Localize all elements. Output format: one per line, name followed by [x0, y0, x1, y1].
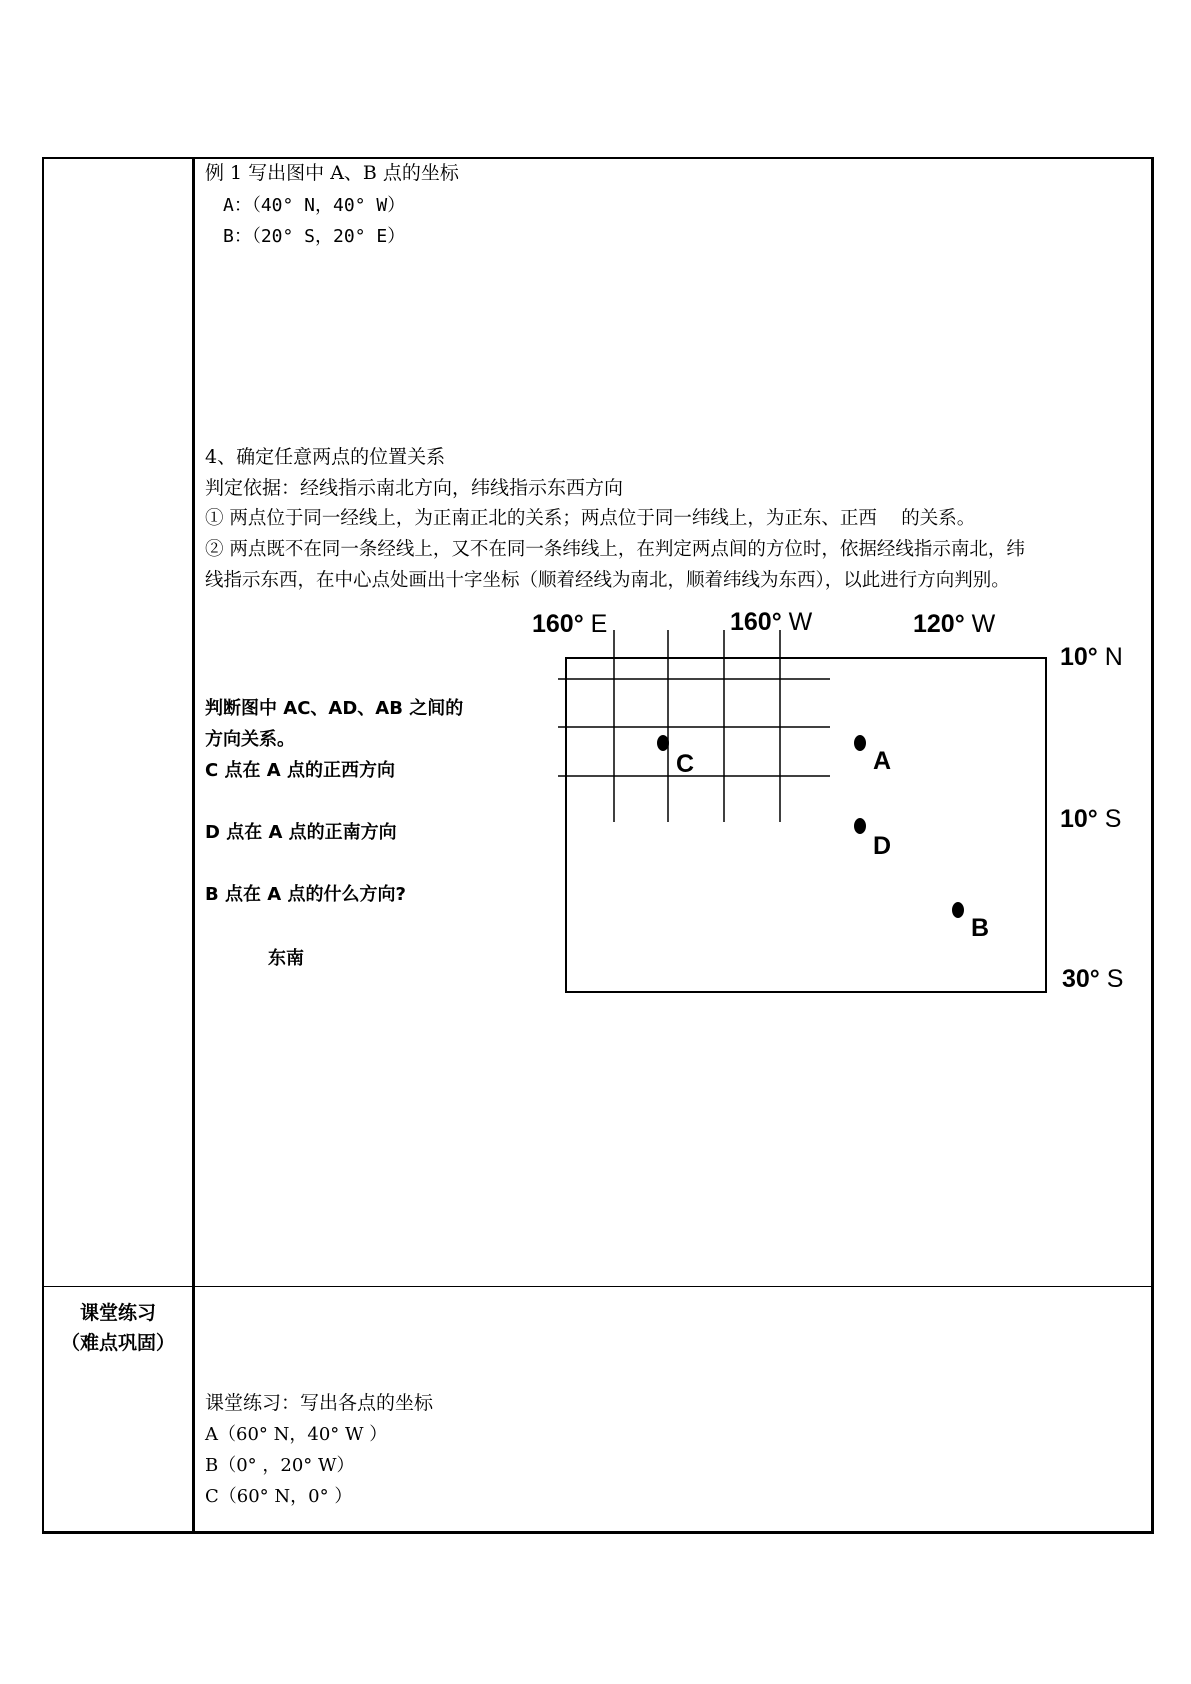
practice-side-subtitle: （难点巩固）	[60, 1332, 175, 1354]
section4-title: 4、确定任意两点的位置关系	[205, 446, 446, 468]
question-line1: 判断图中 AC、AD、AB 之间的	[205, 698, 464, 719]
question-c-answer: C 点在 A 点的正西方向	[205, 760, 395, 781]
example1-title: 例 1 写出图中 A、B 点的坐标	[205, 162, 459, 184]
practice-answer-c: C（60° N，0° ）	[205, 1486, 353, 1507]
example1-answer-b: B：（20° S，20° E）	[223, 226, 406, 247]
point-c-dot	[657, 735, 669, 751]
lat-label-10n: 10° N	[1060, 643, 1123, 671]
section4-rule1: ① 两点位于同一经线上，为正南正北的关系；两点位于同一纬线上，为正东、正西 的关系。	[205, 508, 976, 529]
point-a-label: A	[873, 747, 892, 775]
section4-basis: 判定依据：经线指示南北方向，纬线指示东西方向	[205, 477, 624, 499]
example1-answer-a: A：（40° N，40° W）	[223, 195, 406, 216]
practice-answer-a: A（60° N，40° W ）	[205, 1424, 388, 1445]
question-b-question: B 点在 A 点的什么方向?	[205, 884, 406, 905]
point-c-label: C	[676, 750, 695, 778]
lon-label-120w: 120° W	[913, 610, 996, 638]
point-d-label: D	[873, 832, 892, 860]
lon-label-160e: 160° E	[532, 610, 608, 638]
point-a-dot	[854, 735, 866, 751]
lat-label-10s: 10° S	[1060, 805, 1122, 833]
practice-side-title: 课堂练习	[79, 1302, 156, 1324]
practice-title: 课堂练习：写出各点的坐标	[205, 1392, 434, 1414]
point-b-label: B	[971, 914, 990, 942]
lat-label-30s: 30° S	[1062, 965, 1124, 993]
question-line2: 方向关系。	[205, 729, 295, 750]
lon-label-160w: 160° W	[730, 608, 813, 636]
section4-rule2-line2: 线指示东西，在中心点处画出十字坐标（顺着经线为南北，顺着纬线为东西），以此进行方向判别。	[205, 570, 1010, 591]
practice-answer-b: B（0° ，20° W）	[205, 1455, 355, 1476]
section4-rule2-line1: ② 两点既不在同一条经线上，又不在同一条纬线上，在判定两点间的方位时，依据经线指示南北，纬	[205, 539, 1025, 560]
question-b-answer: 东南	[268, 948, 304, 969]
question-d-answer: D 点在 A 点的正南方向	[205, 822, 397, 843]
point-d-dot	[854, 818, 866, 834]
point-b-dot	[952, 902, 964, 918]
